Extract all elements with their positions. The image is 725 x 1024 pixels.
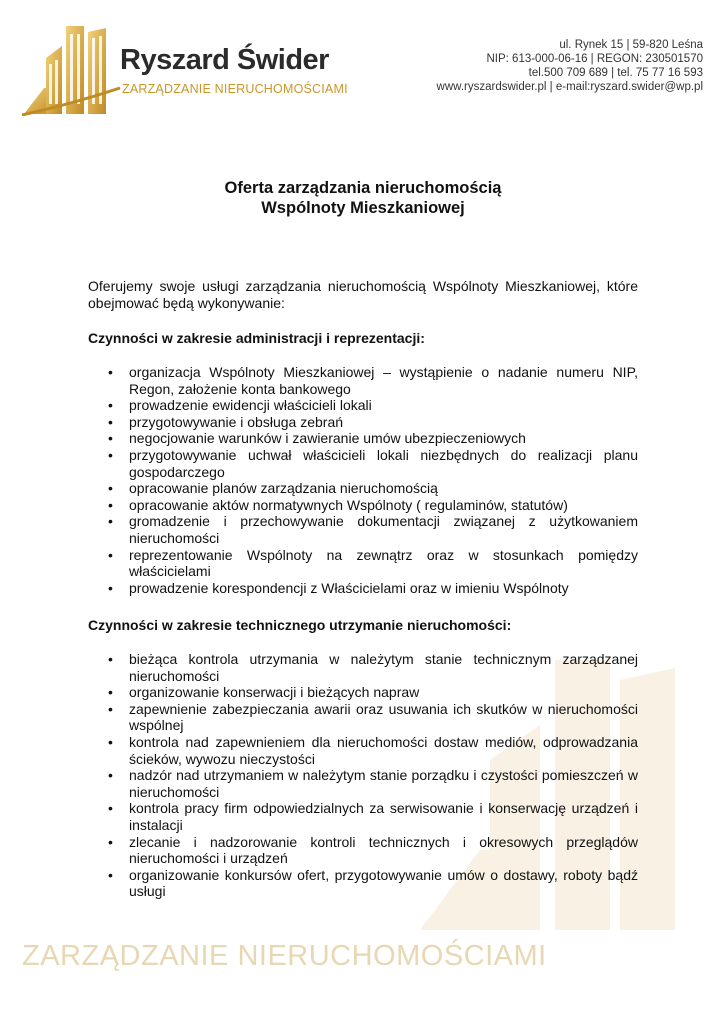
list-item: • zlecanie i nadzorowanie kontroli technicznych i okresowych przeglądów nieruchomości i urządzeń (88, 834, 638, 867)
list-item: • opracowanie aktów normatywnych Wspólnoty ( regulaminów, statutów) (88, 497, 638, 514)
list-item: • opracowanie planów zarządzania nieruchomością (88, 480, 638, 497)
list-item: • kontrola pracy firm odpowiedzialnych za serwisowanie i konserwację urządzeń i instalacji (88, 800, 638, 833)
list-item: • organizacja Wspólnoty Mieszkaniowej – wystąpienie o nadanie numeru NIP, Regon, założenie konta bankowego (88, 364, 638, 397)
contact-phones: tel.500 709 689 | tel. 75 77 16 593 (528, 67, 703, 79)
list-item: • kontrola nad zapewnieniem dla nieruchomości dostaw mediów, odprowadzania ścieków, wywozu nieczystości (88, 734, 638, 767)
technical-list (88, 651, 638, 900)
list-item: • nadzór nad utrzymaniem w należytym stanie porządku i czystości pomieszczeń w nieruchomości (88, 767, 638, 800)
list-item: • bieżąca kontrola utrzymania w należytym stanie technicznym zarządzanej nieruchomości (88, 651, 638, 684)
administration-list (88, 364, 638, 596)
title-line-1: Oferta zarządzania nieruchomością (224, 179, 502, 197)
contact-address: ul. Rynek 15 | 59-820 Leśna (559, 39, 703, 51)
list-item: • organizowanie konkursów ofert, przygotowywanie umów o dostawy, roboty bądź usługi (88, 867, 638, 900)
contact-nip-regon: NIP: 613-000-06-16 | REGON: 230501570 (486, 53, 703, 65)
list-item: • prowadzenie ewidencji właścicieli lokali (88, 397, 638, 414)
list-item: • przygotowywanie i obsługa zebrań (88, 414, 638, 431)
intro-paragraph: Oferujemy swoje usługi zarządzania nieruchomością Wspólnoty Mieszkaniowej, które obejmować będą wykonywanie: (88, 278, 638, 311)
list-item: • reprezentowanie Wspólnoty na zewnątrz oraz w stosunkach pomiędzy właścicielami (88, 547, 638, 580)
section-heading-administration: Czynności w zakresie administracji i reprezentacji: (88, 330, 425, 346)
list-item: • negocjowanie warunków i zawieranie umów ubezpieczeniowych (88, 430, 638, 447)
letterhead (0, 0, 725, 120)
contact-block (437, 38, 703, 94)
section-heading-technical: Czynności w zakresie technicznego utrzymanie nieruchomości: (88, 617, 512, 633)
watermark-text: ZARZĄDZANIE NIERUCHOMOŚCIAMI (22, 940, 547, 972)
title-line-2: Wspólnoty Mieszkaniowej (261, 199, 465, 217)
list-item: • prowadzenie korespondencji z Właścicielami oraz w imieniu Wspólnoty (88, 580, 638, 597)
brand-tagline: ZARZĄDZANIE NIERUCHOMOŚCIAMI (122, 82, 348, 96)
contact-web-email: www.ryszardswider.pl | e-mail:ryszard.swider@wp.pl (436, 81, 703, 93)
buildings-logo-icon (22, 18, 122, 116)
list-item: • gromadzenie i przechowywanie dokumentacji związanej z użytkowaniem nieruchomości (88, 513, 638, 546)
list-item: • zapewnienie zabezpieczania awarii oraz usuwania ich skutków w nieruchomości wspólnej (88, 701, 638, 734)
document-title (88, 178, 638, 218)
list-item: • przygotowywanie uchwał właścicieli lokali niezbędnych do realizacji planu gospodarczego (88, 447, 638, 480)
list-item: • organizowanie konserwacji i bieżących napraw (88, 684, 638, 701)
brand-name: Ryszard Świder (120, 44, 329, 76)
